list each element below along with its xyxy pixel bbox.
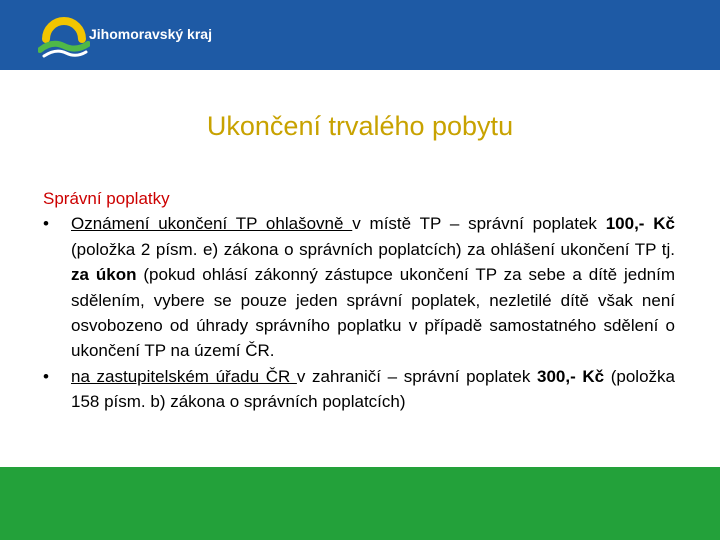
jihomoravsky-kraj-logo bbox=[38, 12, 248, 58]
footer-bar bbox=[0, 467, 720, 540]
region-logo-icon bbox=[38, 12, 90, 58]
bullet-link-zastupitelsky-urad[interactable]: na zastupitelském úřadu ČR bbox=[71, 366, 297, 386]
bullet-text: (položka 2 písm. e) zákona o správních poplatcích) za ohlášení ukončení TP tj. bbox=[71, 239, 675, 259]
bullet-marker: • bbox=[43, 214, 49, 234]
slide-title: Ukončení trvalého pobytu bbox=[206, 111, 514, 141]
bullet-text: v místě TP – správní poplatek bbox=[352, 214, 606, 234]
logo-text: Jihomoravský kraj bbox=[89, 26, 212, 42]
slide-content bbox=[43, 186, 675, 415]
bullet-item bbox=[43, 364, 675, 415]
bold-phrase: za úkon bbox=[71, 265, 137, 285]
fee-amount: 100,- Kč bbox=[605, 214, 675, 234]
bullet-item bbox=[43, 211, 675, 363]
fee-amount: 300,- Kč bbox=[537, 366, 605, 386]
subheading: Správní poplatky bbox=[43, 189, 170, 208]
bullet-text: v zahraničí – správní poplatek bbox=[296, 366, 537, 386]
bullet-text: (pokud ohlásí zákonný zástupce ukončení TP za sebe a dítě jedním sdělením, vybere se pouze jeden správní poplatek, nezletilé dítě však není osvobozeno od úhrady správního poplatku v případě samostatného sdělení o ukončení TP na území ČR. bbox=[71, 265, 675, 361]
header-bar bbox=[0, 0, 720, 70]
bullet-text: (položka 158 písm. b) zákona o správních poplatcích) bbox=[71, 366, 675, 412]
bullet-marker: • bbox=[43, 366, 49, 386]
bullet-link-ohlasovna[interactable]: Oznámení ukončení TP ohlašovně bbox=[71, 214, 353, 234]
